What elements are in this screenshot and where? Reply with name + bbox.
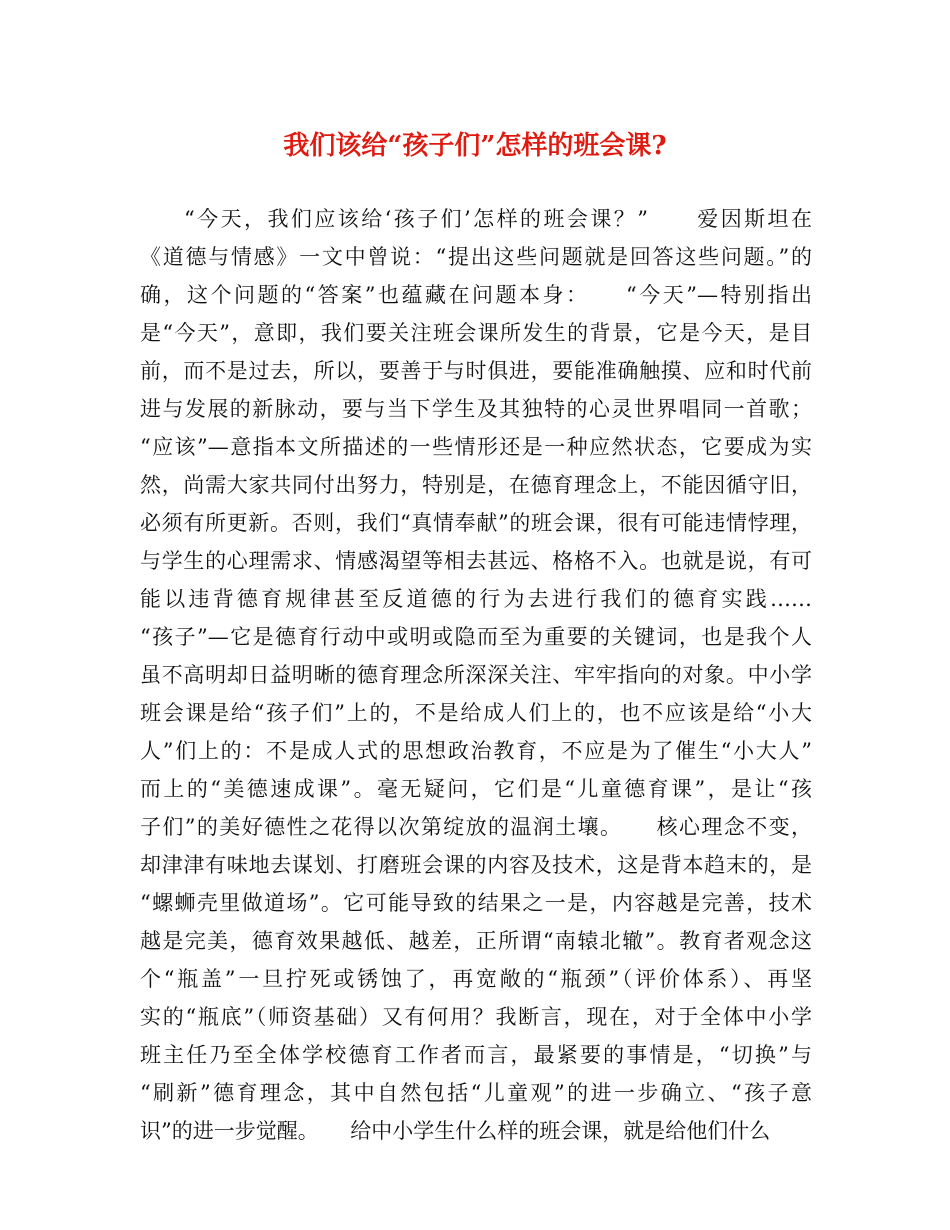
document-title: 我们该给“孩子们”怎样的班会课? bbox=[283, 131, 667, 161]
paragraph-line: 而上的“美德速成课”。毫无疑问，它们是“儿童德育课”，是让“孩 bbox=[140, 777, 812, 801]
paragraph-line: 越是完美，德育效果越低、越差，正所谓“南辕北辙”。教育者观念这 bbox=[140, 929, 812, 953]
paragraph-line: “孩子”—它是德育行动中或明或隐而至为重要的关键词，也是我个人 bbox=[140, 625, 812, 649]
paragraph-line: 个“瓶盖”一旦拧死或锈蚀了，再宽敞的“瓶颈”（评价体系）、再坚 bbox=[140, 967, 812, 991]
paragraph-line: 能以违背德育规律甚至反道德的行为去进行我们的德育实践…… bbox=[140, 587, 812, 611]
document-body bbox=[140, 200, 812, 1150]
paragraph-line: “应该”—意指本文所描述的一些情形还是一种应然状态，它要成为实 bbox=[140, 435, 812, 459]
paragraph-line: 却津津有味地去谋划、打磨班会课的内容及技术，这是背本趋末的，是 bbox=[140, 853, 812, 877]
paragraph-line: 子们”的美好德性之花得以次第绽放的温润土壤。 核心理念不变， bbox=[140, 815, 812, 839]
paragraph-line: 与学生的心理需求、情感渴望等相去甚远、格格不入。也就是说，有可 bbox=[140, 549, 812, 573]
paragraph-line: “螺蛳壳里做道场”。它可能导致的结果之一是，内容越是完善，技术 bbox=[140, 891, 812, 915]
paragraph-line: 虽不高明却日益明晰的德育理念所深深关注、牢牢指向的对象。中小学 bbox=[140, 663, 812, 687]
paragraph-line: 是“今天”，意即，我们要关注班会课所发生的背景，它是今天，是目 bbox=[140, 321, 812, 345]
paragraph-line: 前，而不是过去，所以，要善于与时俱进，要能准确触摸、应和时代前 bbox=[140, 359, 812, 383]
paragraph-line: 实的“瓶底”（师资基础）又有何用？我断言，现在，对于全体中小学 bbox=[140, 1005, 812, 1029]
paragraph-line: 识”的进一步觉醒。 给中小学生什么样的班会课，就是给他们什么 bbox=[140, 1119, 771, 1143]
paragraph-line: 人”们上的：不是成人式的思想政治教育，不应是为了催生“小大人” bbox=[140, 739, 812, 763]
paragraph-line: 进与发展的新脉动，要与当下学生及其独特的心灵世界唱同一首歌； bbox=[140, 397, 812, 421]
paragraph-line: 然，尚需大家共同付出努力，特别是，在德育理念上，不能因循守旧， bbox=[140, 473, 812, 497]
paragraph-line: 班会课是给“孩子们”上的，不是给成人们上的，也不应该是给“小大 bbox=[140, 701, 812, 725]
paragraph-line: 《道德与情感》一文中曾说：“提出这些问题就是回答这些问题。”的 bbox=[140, 245, 812, 269]
paragraph-line: 确，这个问题的“答案”也蕴藏在问题本身： “今天”—特别指出 bbox=[140, 283, 812, 307]
paragraph-line: “今天，我们应该给‘孩子们’怎样的班会课？” 爱因斯坦在 bbox=[184, 207, 812, 231]
paragraph-line: 班主任乃至全体学校德育工作者而言，最紧要的事情是，“切换”与 bbox=[140, 1043, 812, 1067]
paragraph-line: “刷新”德育理念，其中自然包括“儿童观”的进一步确立、“孩子意 bbox=[140, 1081, 812, 1105]
paragraph-line: 必须有所更新。否则，我们“真情奉献”的班会课，很有可能违情悖理， bbox=[140, 511, 812, 535]
